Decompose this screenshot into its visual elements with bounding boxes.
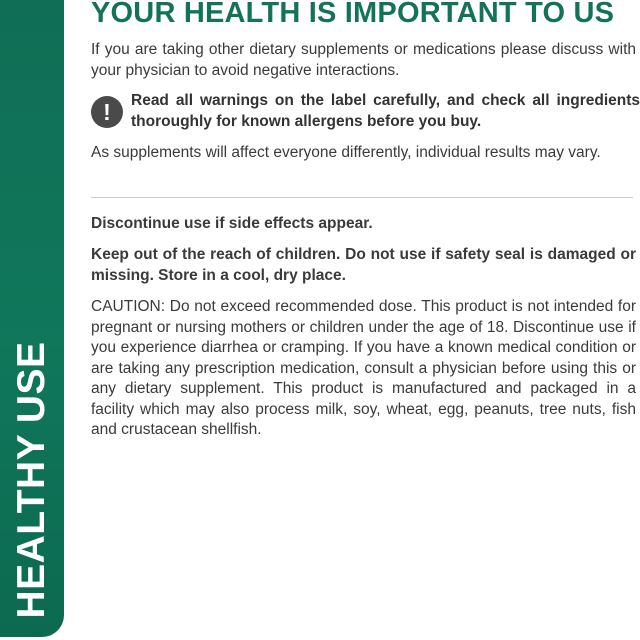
- results-note: As supplements will affect everyone differently, individual results may vary.: [91, 144, 601, 161]
- keep-out-note: Keep out of the reach of children. Do not use if safety seal is damaged or missing. Store in a cool, dry place.: [91, 246, 636, 284]
- side-label: HEALTHY USE: [10, 341, 53, 619]
- warning-block: [91, 91, 640, 132]
- supplements-note: If you are taking other dietary supplements or medications please discuss with your physician to avoid negative interactions.: [91, 41, 636, 79]
- caution-note: CAUTION: Do not exceed recommended dose. This product is not intended for pregnant or nursing mothers or children under the age of 18. Discontinue use if you experience diarrhea or cramping. If you have a known medical condition or are taking any prescription medication, consult a physician before using this or any dietary supplement. This product is manufactured and packaged in a facility which may also process milk, soy, wheat, egg, peanuts, tree nuts, fish and crustacean shellfish.: [91, 298, 636, 438]
- warning-text: Read all warnings on the label carefully, and check all ingredients thoroughly for known allergens before you buy.: [131, 92, 640, 130]
- divider: [91, 197, 633, 198]
- page-title: YOUR HEALTH IS IMPORTANT TO US: [91, 0, 615, 29]
- exclamation-icon: !: [91, 96, 123, 128]
- discontinue-note: Discontinue use if side effects appear.: [91, 215, 373, 232]
